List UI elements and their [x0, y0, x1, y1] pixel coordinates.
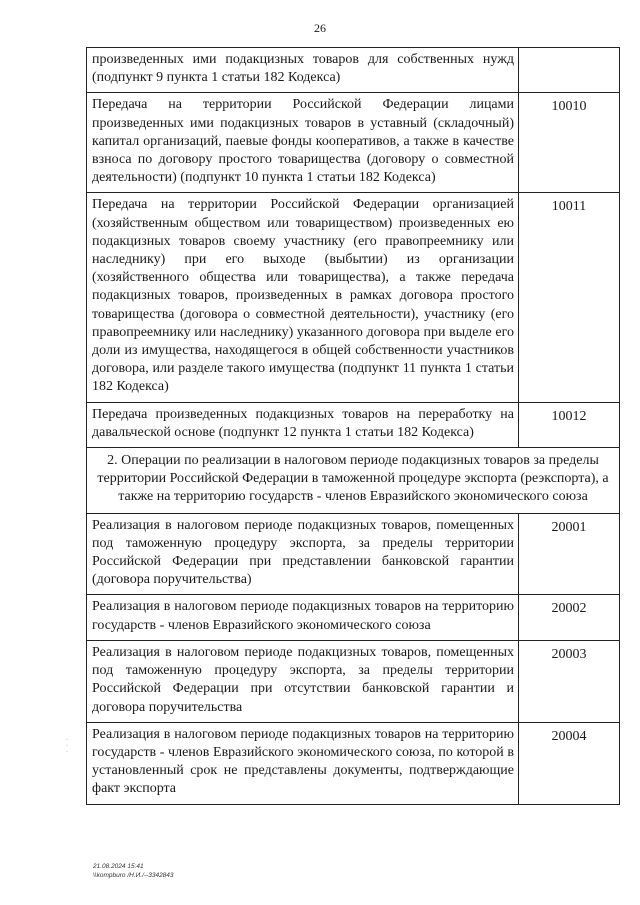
table-row	[87, 48, 620, 93]
section-header-row	[87, 448, 620, 514]
table-row	[87, 193, 620, 402]
operation-code: 20002	[519, 595, 620, 640]
operation-code: 10011	[519, 193, 620, 402]
operation-description: Реализация в налоговом периоде подакцизных товаров, помещенных под таможенную процедуру экспорта, за пределы территории Российской Федерации при представлении банковской гарантии (договора поручительства)	[87, 513, 519, 595]
footer-stamp: \\kompburo /Н.И./--3342843	[93, 872, 174, 879]
operation-code: 20004	[519, 722, 620, 804]
operation-description: Передача произведенных подакцизных товаров на переработку на давальческой основе (подпункт 12 пункта 1 статьи 182 Кодекса)	[87, 402, 519, 447]
table-row	[87, 402, 620, 447]
operation-code: 10010	[519, 93, 620, 193]
footer-timestamp: 21.08.2024 15:41	[93, 863, 144, 870]
operation-code: 10012	[519, 402, 620, 447]
table-row	[87, 93, 620, 193]
operation-description: Реализация в налоговом периоде подакцизных товаров на территорию государств - членов Евразийского экономического союза	[87, 595, 519, 640]
table-body	[87, 48, 620, 805]
table-row	[87, 595, 620, 640]
operation-code: 20001	[519, 513, 620, 595]
section-heading: 2. Операции по реализации в налоговом периоде подакцизных товаров за пределы территории Российской Федерации в таможенной процедуре экспорта (реэкспорта), а также на территорию государств - членов Евразийского экономического союза	[87, 448, 620, 514]
margin-mark: · · ·	[66, 737, 68, 755]
document-footer	[93, 862, 174, 880]
table-row	[87, 722, 620, 804]
page-number: 26	[314, 21, 326, 35]
table-row	[87, 513, 620, 595]
operation-description: произведенных ими подакцизных товаров для собственных нужд (подпункт 9 пункта 1 статьи 182 Кодекса)	[87, 48, 519, 93]
operation-code	[519, 48, 620, 93]
operation-description: Передача на территории Российской Федерации организацией (хозяйственным обществом или товариществом) произведенных ею подакцизных товаров своему участнику (его правопреемнику или наследнику) при его выходе (выбытии) из организации (хозяйственного общества или товарищества), а также передача подакцизных товаров, произведенных в рамках договора простого товарищества (договора о совместной деятельности), участнику (его правопреемнику или наследнику) указанного договора при выделе его доли из имущества, находящегося в общей собственности участников договора, или разделе такого имущества (подпункт 11 пункта 1 статьи 182 Кодекса)	[87, 193, 519, 402]
operation-description: Реализация в налоговом периоде подакцизных товаров на территорию государств - членов Евразийского экономического союза, по которой в установленный срок не представлены документы, подтверждающие факт экспорта	[87, 722, 519, 804]
operation-description: Передача на территории Российской Федерации лицами произведенных ими подакцизных товаров в уставный (складочный) капитал организаций, паевые фонды кооперативов, а также в качестве взноса по договору простого товарищества (договору о совместной деятельности) (подпункт 10 пункта 1 статьи 182 Кодекса)	[87, 93, 519, 193]
operation-description: Реализация в налоговом периоде подакцизных товаров, помещенных под таможенную процедуру экспорта, за пределы территории Российской Федерации при отсутствии банковской гарантии и договора поручительства	[87, 640, 519, 722]
operations-code-table	[86, 47, 620, 805]
table-row	[87, 640, 620, 722]
operation-code: 20003	[519, 640, 620, 722]
